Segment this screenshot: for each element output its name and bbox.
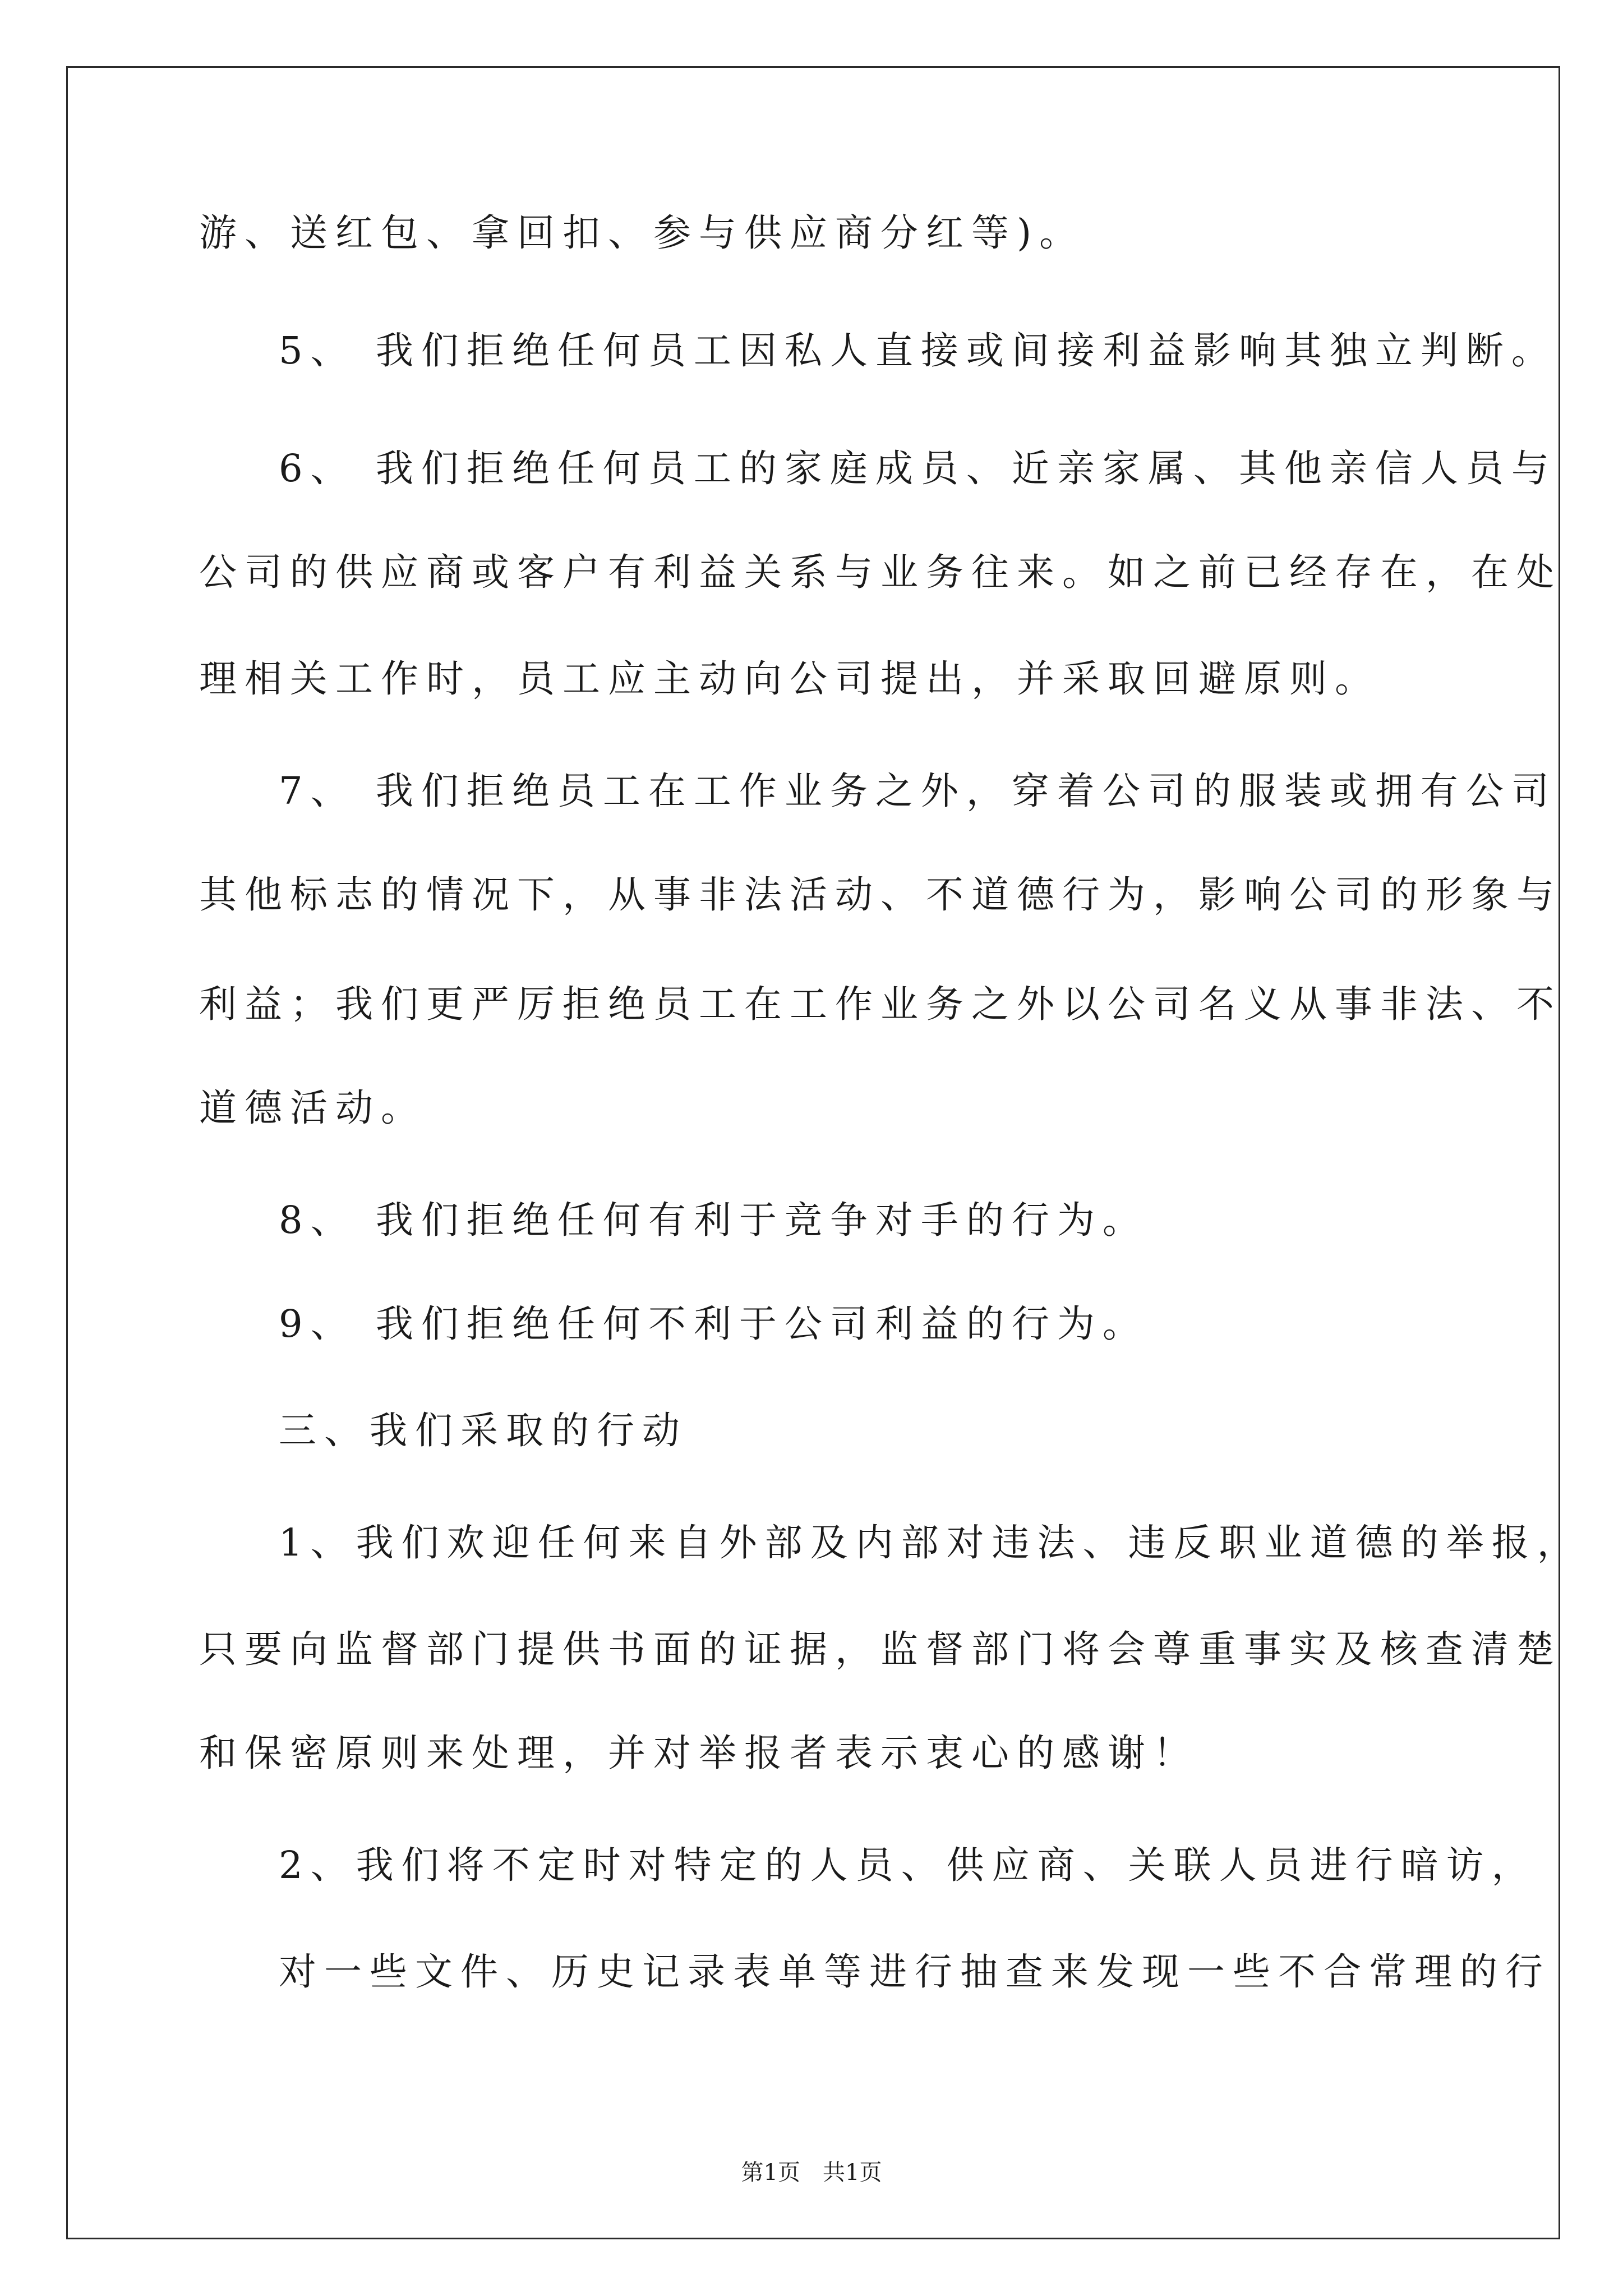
page-border [66,66,1560,2239]
text-line: 只要向监督部门提供书面的证据，监督部门将会尊重事实及核查清楚 [199,1627,1562,1671]
section-heading: 三、我们采取的行动 [279,1409,688,1452]
text-line: 7、 我们拒绝员工在工作业务之外，穿着公司的服装或拥有公司 [279,769,1557,813]
page-footer [0,2159,1623,2187]
text-line: 其他标志的情况下，从事非法活动、不道德行为，影响公司的形象与 [199,873,1562,917]
text-line: 2、我们将不定时对特定的人员、供应商、关联人员进行暗访， [279,1843,1537,1887]
text-line: 1、我们欢迎任何来自外部及内部对违法、违反职业道德的举报， [279,1521,1583,1565]
text-line: 9、 我们拒绝任何不利于公司利益的行为。 [279,1302,1148,1346]
text-line: 公司的供应商或客户有利益关系与业务往来。如之前已经存在，在处 [199,550,1562,594]
text-line: 游、送红包、拿回扣、参与供应商分红等)。 [199,211,1085,255]
page-number-current: 第1页 [741,2160,800,2185]
text-line: 5、 我们拒绝任何员工因私人直接或间接利益影响其独立判断。 [279,329,1557,372]
text-line: 和保密原则来处理，并对举报者表示衷心的感谢！ [199,1731,1198,1775]
text-line: 道德活动。 [199,1086,426,1130]
page-number-total: 共1页 [823,2160,882,2185]
text-line: 8、 我们拒绝任何有利于竞争对手的行为。 [279,1198,1148,1242]
text-line: 对一些文件、历史记录表单等进行抽查来发现一些不合常理的行 [279,1950,1551,1994]
text-line: 利益；我们更严厉拒绝员工在工作业务之外以公司名义从事非法、不 [199,982,1562,1026]
text-line: 6、 我们拒绝任何员工的家庭成员、近亲家属、其他亲信人员与 [279,447,1557,490]
text-line: 理相关工作时，员工应主动向公司提出，并采取回避原则。 [199,657,1380,701]
